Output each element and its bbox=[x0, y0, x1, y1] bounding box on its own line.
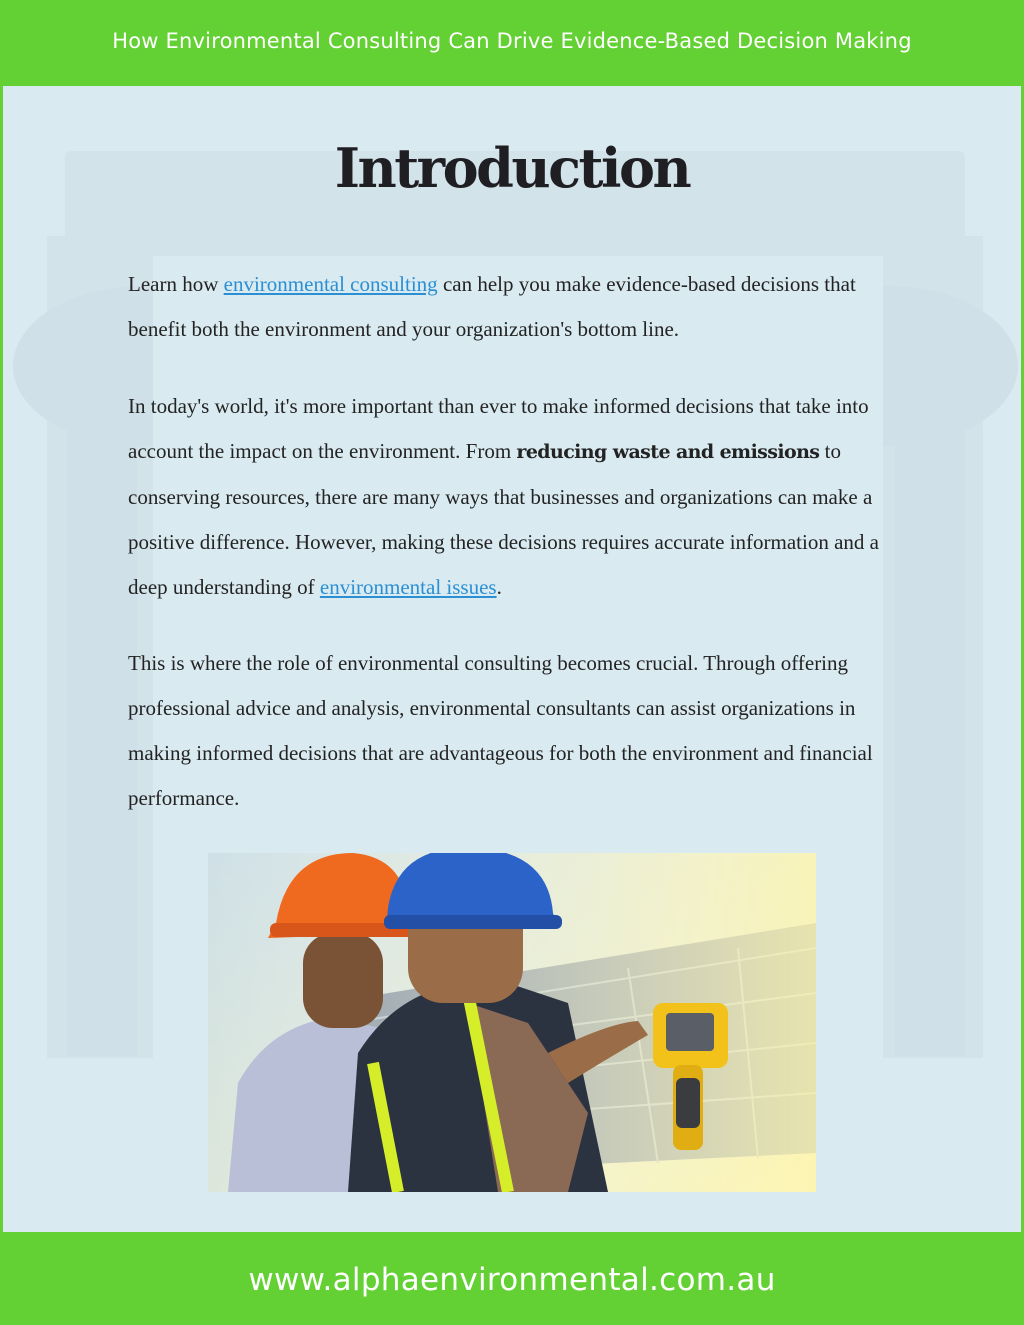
header-title: How Environmental Consulting Can Drive Evidence-Based Decision Making bbox=[112, 29, 912, 53]
paragraph-role: This is where the role of environmental consulting becomes crucial. Through offering professional advice and analysis, environmental consultants can assist organizations in making informed decisions that are advantageous for both the environment and financial performance. bbox=[128, 651, 873, 810]
paragraph-context bbox=[128, 384, 898, 610]
bold-phrase: reducing waste and emissions bbox=[516, 441, 820, 463]
paragraph-intro-text-2: can help you make evidence-based decisions that benefit both the environment and your organization's bottom line. bbox=[128, 272, 856, 341]
website-url[interactable]: www.alphaenvironmental.com.au bbox=[248, 1261, 776, 1298]
page-title: Introduction bbox=[334, 136, 690, 200]
engineers-with-hard-hats-photo-icon bbox=[208, 853, 816, 1192]
page-footer bbox=[0, 1234, 1024, 1325]
paragraph-context-text-2: to conserving resources, there are many ways that businesses and organizations can make a positive difference. However, making these decisions requires accurate information and a deep understanding of bbox=[128, 439, 879, 599]
page-header bbox=[0, 0, 1024, 84]
paragraph-intro-text-1: Learn how bbox=[128, 272, 224, 296]
environmental-consulting-link[interactable]: environmental consulting bbox=[223, 272, 438, 296]
paragraph-context-text-3: . bbox=[496, 575, 502, 599]
content-panel bbox=[3, 86, 1021, 1232]
paragraph-context-text-1: In today's world, it's more important than ever to make informed decisions that take into account the impact on the environment. From bbox=[128, 394, 869, 463]
paragraph-intro bbox=[128, 262, 898, 352]
engineers-photo bbox=[208, 853, 816, 1192]
environmental-issues-link[interactable]: environmental issues bbox=[319, 575, 497, 599]
